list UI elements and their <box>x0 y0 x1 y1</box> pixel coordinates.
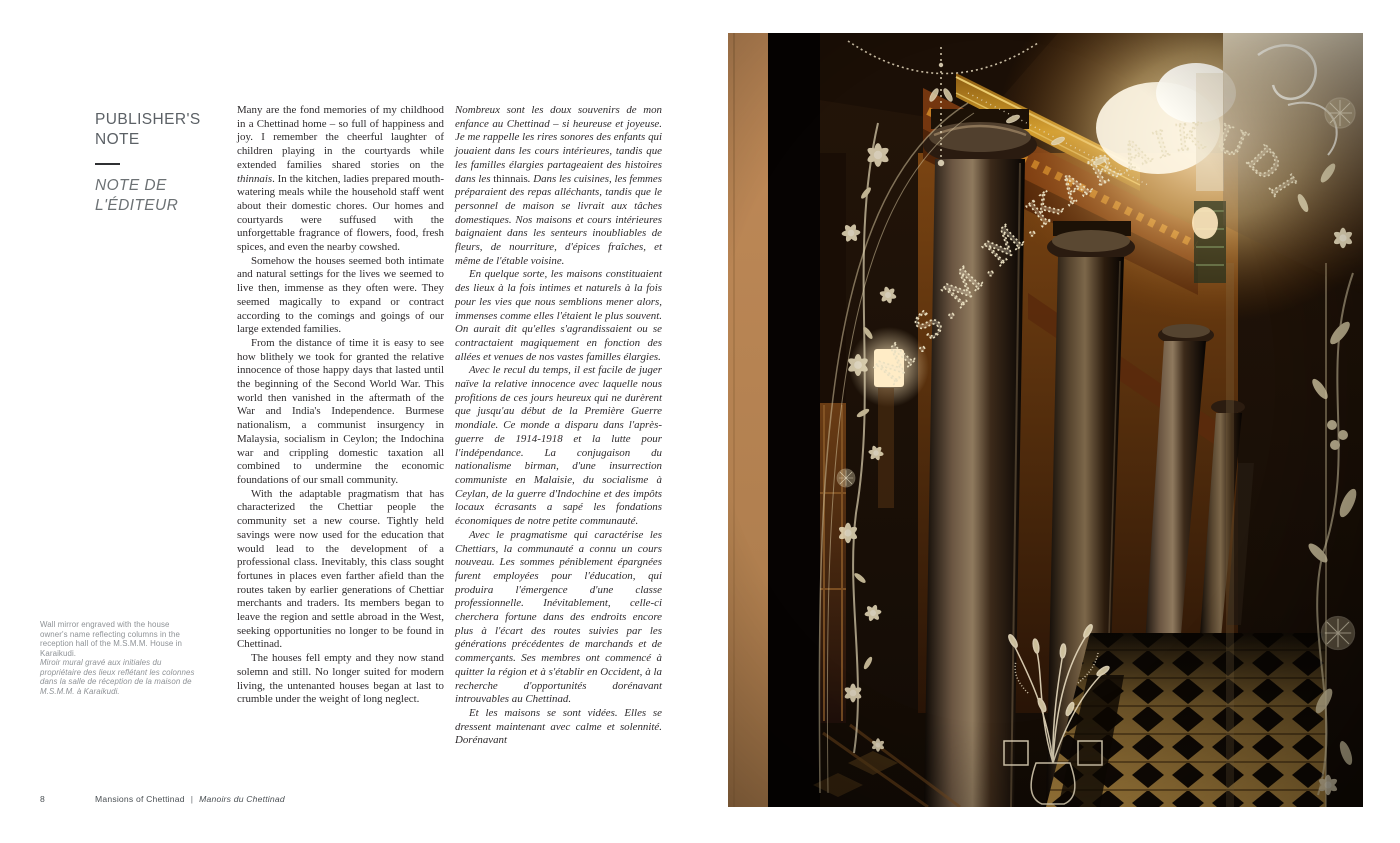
page-subtitle: NOTE DE L'ÉDITEUR <box>95 177 179 215</box>
paragraph: Avec le recul du temps, il est facile de juger naïve la relative innocence avec laquelle nous profitions de ces jours heureux qui ne durèrent que jusqu'au début de la Première Guerre mondiale. Ce monde a disparu dans l'après-guerre de 1914-1918 et la lutte pour l'indépendance. La conjugaison du nationalisme birman, d'une insurrection communiste en Malaisie, du socialisme à Ceylan, de la guerre d'Indochine et des impôts locaux écrasants a sapé les fondations économiques de notre petite communauté. <box>455 364 662 528</box>
page-footer <box>0 794 728 814</box>
footer-separator-pipe: | <box>190 794 194 804</box>
photo-vignette <box>728 33 1363 807</box>
title-rule <box>95 163 120 165</box>
english-text-column <box>237 104 444 707</box>
page-title: PUBLISHER'S NOTE <box>95 111 201 149</box>
caption-english: Wall mirror engraved with the house owner's name reflecting columns in the reception hall of the M.S.M.M. House in Karaikudi. <box>40 620 183 658</box>
footer-title-fr: Manoirs du Chettinad <box>199 794 285 804</box>
paragraph: Nombreux sont les doux souvenirs de mon enfance au Chettinad – si heureuse et joyeuse. Je me rappelle les rires sonores des enfants qui jouaient dans les cours intérieures, tandis que les familles élargies partageaient des histoires dans les thinnais. Dans les cuisines, les femmes préparaient des repas alléchants, tandis que le personnel de maison se livrait aux tâches domestiques. Nos maisons et cours intérieures baignaient dans les senteurs inoubliables de fleurs, de nourriture, d'épices fraîches, et même de l'étable voisine. <box>455 104 662 267</box>
paragraph: The houses fell empty and they now stand solemn and still. No longer suited for modern living, the untenanted houses began at last to crumble under the weight of long neglect. <box>237 652 444 706</box>
paragraph: Somehow the houses seemed both intimate and natural settings for the lives we seemed to live then, immense as they often were. They seemed magically to expand or contract according to the comings and goings of our large extended families. <box>237 254 444 336</box>
caption-french: Miroir mural gravé aux initiales du propriétaire des lieux reflétant les colonnes dans la salle de réception de la maison de M.S.M.M. à Karaikudi. <box>40 658 195 696</box>
footer-title-en: Mansions of Chettinad <box>95 794 185 804</box>
paragraph: Et les maisons se sont vidées. Elles se dressent maintenant avec calme et solennité. Dorénavant <box>455 706 662 747</box>
paragraph: With the adaptable pragmatism that has characterized the Chettiar people the community set a new course. Tightly held savings were now used for the education that would lead to the development of a professional class. Inevitably, this class sought fortunes in places even farther afield than the routes taken by earlier generations of Chettiar merchants and traders. Its members began to leave the region and settle abroad in the West, seeking opportunities no longer to be found in Chettinad. <box>237 487 444 651</box>
paragraph: From the distance of time it is easy to see how blithely we took for granted the relative innocence of those happy days that lasted until the beginning of the Second World War. This world then vanished in the aftermath of the War and India's Independence. Burmese nationalism, a communist insurgency in Malaysia, socialism in Ceylon; the Indochina war and crippling domestic taxation all combined to undermine the economic foundations of our small community. <box>237 336 444 486</box>
paragraph: Avec le pragmatisme qui caractérise les Chettiars, la communauté a connu un cours nouveau. Les sommes péniblement épargnées furent employées pour l'éducation, qui produira l'émergence d'une classe professionnelle. Inévitablement, celle-ci cherchera fortune dans des endroits encore plus à l'écart des routes suivies par les générations précédentes de marchands et de commerçants. Ses membres ont commencé à quitter la région et à s'établir en Occident, à la recherche d'opportunités dorénavant introuvables au Chettinad. <box>455 528 662 706</box>
page-number: 8 <box>40 794 45 804</box>
footer-book-title <box>95 794 285 804</box>
reception-hall-photo <box>728 33 1363 807</box>
photo-caption <box>40 620 195 696</box>
paragraph: En quelque sorte, les maisons constituaient des lieux à la fois intimes et naturels à la fois pour les vies que nous semblions mener alors, immenses comme elles l'étaient le plus souvent. On aurait dit qu'elles s'agrandissaient ou se contractaient magiquement en fonction des allées et venues de nos vastes familles élargies. <box>455 268 662 363</box>
french-text-column <box>455 104 662 748</box>
paragraph: Many are the fond memories of my childhood in a Chettinad home – so full of happiness and joy. I remember the cheerful laughter of children playing in the courtyards while extended families shared stories on the thinnais. In the kitchen, ladies prepared mouth-watering meals while the household staff went about their domestic chores. Our homes and courtyards were suffused with the unforgettable fragrance of flowers, food, fresh spices, and even the nearby cowshed. <box>237 104 444 254</box>
publishers-note-heading <box>95 110 215 217</box>
